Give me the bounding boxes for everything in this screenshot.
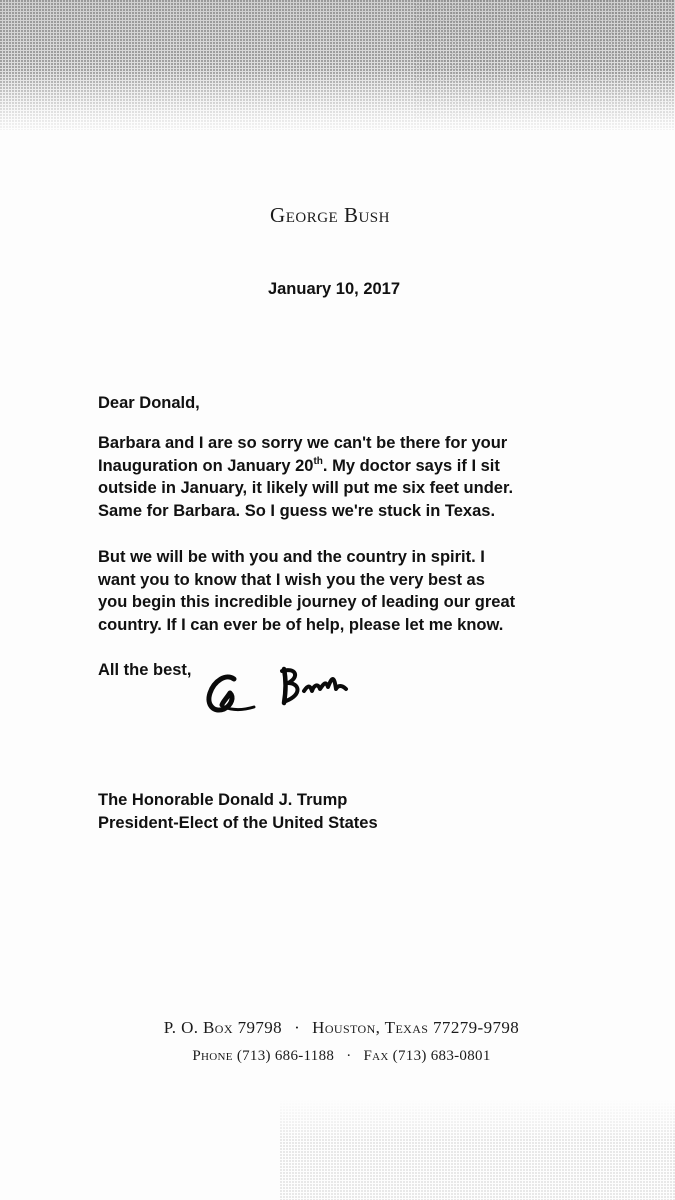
- paragraph-2-line-4: country. If I can ever be of help, please let me know.: [98, 615, 504, 634]
- letter-date: January 10, 2017: [267, 280, 401, 298]
- paragraph-1-line-1: Barbara and I are so sorry we can't be there for your: [98, 434, 508, 452]
- footer-city: Houston, Texas 77279-9798: [312, 1018, 520, 1037]
- footer-fax: Fax (713) 683-0801: [363, 1048, 491, 1064]
- paragraph-1-line-2-start: Inauguration on January 20: [98, 456, 314, 475]
- paragraph-1-line-3: outside in January, it likely will put me six feet under.: [98, 479, 514, 497]
- scan-fade-bottom: [280, 1100, 675, 1140]
- footer-separator-2: ·: [346, 1048, 352, 1064]
- closing: All the best,: [98, 661, 192, 679]
- footer-phone: Phone (713) 686-1188: [192, 1048, 335, 1064]
- letterhead-name: George Bush: [270, 203, 390, 227]
- paragraph-2: [98, 546, 618, 636]
- paragraph-1-line-2-end: . My doctor says if I sit: [322, 456, 500, 475]
- scan-fade-top: [0, 70, 675, 140]
- paragraph-2-line-1: But we will be with you and the country in spirit. I: [98, 548, 485, 566]
- recipient-block: [98, 789, 618, 834]
- paragraph-2-line-2: want you to know that I wish you the very best as: [98, 570, 485, 589]
- ordinal-suffix: th: [313, 455, 323, 467]
- paragraph-1-line-4: Same for Barbara. So I guess we're stuck in Texas.: [98, 501, 496, 520]
- salutation: Dear Donald,: [98, 394, 200, 412]
- paragraph-1: [98, 432, 618, 522]
- recipient-name: The Honorable Donald J. Trump: [98, 791, 348, 809]
- handwritten-signature: [200, 655, 380, 725]
- footer-po-box: P. O. Box 79798: [163, 1018, 283, 1037]
- footer-address: [0, 1018, 675, 1038]
- paragraph-2-line-3: you begin this incredible journey of leading our great: [98, 593, 516, 611]
- footer-contact: [0, 1048, 675, 1065]
- recipient-title: President-Elect of the United States: [98, 813, 378, 832]
- paragraph-1-line-2: [98, 455, 618, 478]
- footer-separator: ·: [294, 1018, 301, 1037]
